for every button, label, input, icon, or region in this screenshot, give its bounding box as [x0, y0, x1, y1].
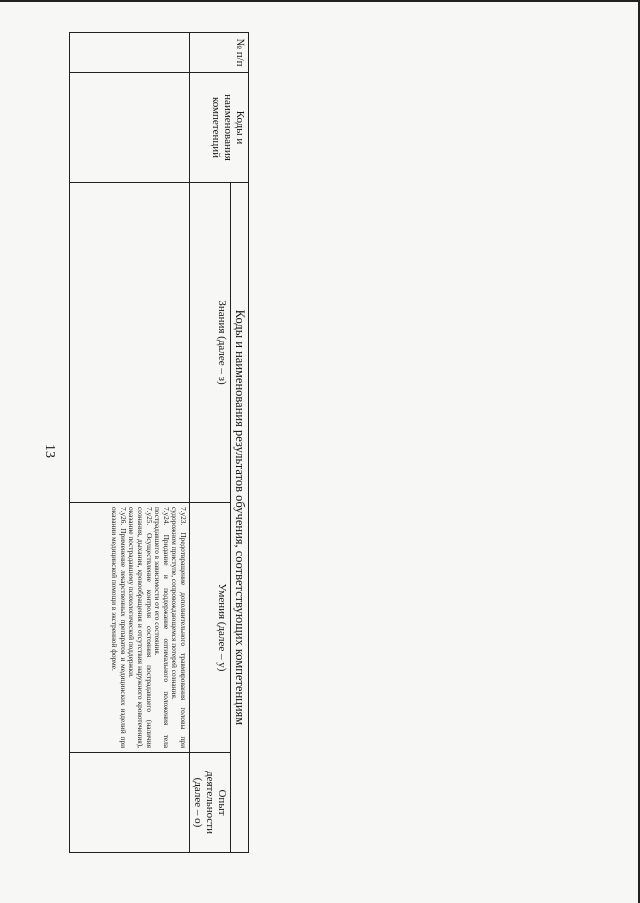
header-codes: Коды и наименования компетенций: [190, 73, 249, 183]
cell-skills: [70, 503, 190, 753]
header-skills: Умения (далее – у): [190, 503, 231, 753]
page-number: 13: [42, 444, 57, 458]
header-experience: Опыт деятельности (далее – о): [190, 753, 231, 853]
cell-experience: [70, 753, 190, 853]
skill-item: 7.у23. Предотвращение дополнительного травмирования головы при судорожном приступе, сопровождающемся потерей сознания.: [170, 507, 188, 748]
cell-codes: [70, 73, 190, 183]
header-results-group: Коды и наименования результатов обучения, соответствующих компетенциям: [231, 183, 249, 853]
competency-table-rotated: [69, 32, 249, 852]
scan-top-edge: [0, 0, 640, 2]
cell-knowledge: [70, 183, 190, 503]
header-num: № п/п: [190, 33, 249, 73]
skill-item: 7.у25. Осуществление контроля состояния пострадавшего (наличия сознания, дыхания, кровообращения и отсутствия наружного кровотечения), оказание пострадавшему психологической поддержки.: [127, 507, 154, 748]
skill-item: 7.у26. Применение лекарственных препаратов и медицинских изделий при оказании медицинской помощи в экстренной форме.: [110, 507, 128, 748]
cell-num: [70, 33, 190, 73]
header-knowledge: Знания (далее – з): [190, 183, 231, 503]
competency-table: [69, 32, 249, 853]
skill-item: 7.у24. Придание и поддержание оптимального положения тела пострадавшего в зависимости от его состояния.: [153, 507, 171, 748]
